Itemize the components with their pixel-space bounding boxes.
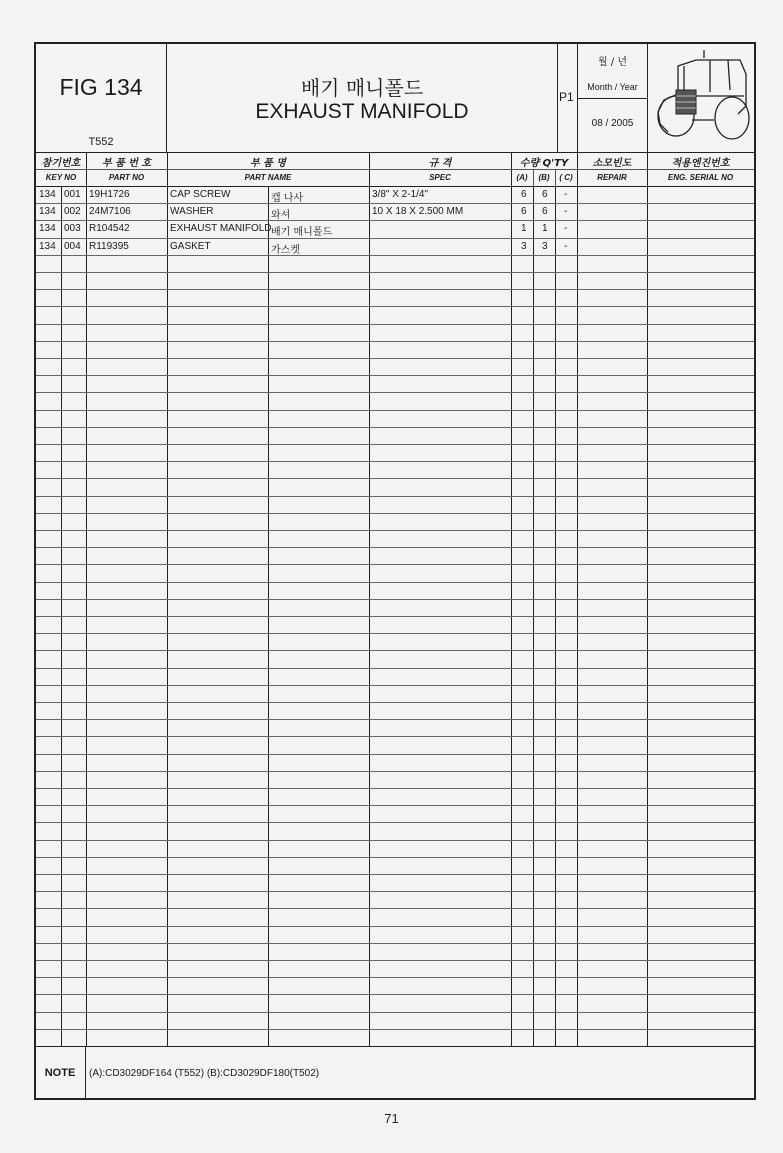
table-row [36, 238, 754, 255]
note-box [36, 1046, 754, 1099]
cell-qty-b: 3 [542, 240, 548, 252]
cell-name-en: CAP SCREW [170, 189, 231, 200]
cell-name-ko: 가스켓 [271, 244, 300, 256]
sheet-header [36, 44, 754, 153]
date-box [578, 44, 647, 152]
cell-part-no: R119395 [89, 240, 129, 252]
cell-qty-b: 6 [542, 189, 548, 200]
cell-part-no: 19H1726 [89, 189, 130, 200]
date-label-korean: 월 / 년 [597, 57, 628, 68]
col-spec: 규 격 SPEC [369, 152, 511, 186]
table-row [36, 203, 754, 220]
cell-qty-c: - [564, 206, 568, 218]
cell-qty-a: 6 [521, 189, 527, 200]
cell-key: 002 [64, 206, 81, 218]
cell-qty-b: 6 [542, 206, 548, 218]
page-code-box [558, 44, 577, 152]
title-korean: 배기 매니폴드 [300, 76, 424, 100]
title-box [167, 44, 557, 152]
col-key-no: 참기번호 KEY NO [36, 152, 86, 186]
cell-key: 003 [64, 223, 81, 235]
cell-key: 001 [64, 189, 81, 200]
cell-fig: 134 [39, 206, 56, 218]
cell-spec: 3/8" X 2-1/4" [372, 189, 429, 200]
cell-qty-c: - [564, 223, 568, 235]
col-qty: 수량 Q'TY (A) (B) ( C) [511, 152, 577, 186]
table-row [36, 186, 754, 203]
figure-box [36, 44, 166, 152]
cell-qty-c: - [564, 189, 568, 200]
cell-name-ko: 캡 나사 [271, 193, 304, 204]
cell-fig: 134 [39, 189, 56, 200]
cell-qty-c: - [564, 240, 568, 252]
figure-number: FIG 134 [59, 74, 143, 100]
title-english: EXHAUST MANIFOLD [255, 100, 469, 123]
col-part-no: 부 품 번 호 PART NO [86, 152, 167, 186]
date-label-english: Month / Year [587, 82, 638, 92]
date-value: 08 / 2005 [591, 118, 634, 129]
col-serial: 적용엔진번호 ENG. SERIAL NO [647, 152, 754, 186]
cell-name-en: EXHAUST MANIFOLD [170, 223, 272, 235]
cell-qty-a: 3 [521, 240, 527, 252]
model-code: T552 [88, 136, 114, 148]
col-part-name: 부 품 명 PART NAME [167, 152, 369, 186]
parts-sheet [34, 42, 756, 1100]
cell-fig: 134 [39, 240, 56, 252]
cell-qty-a: 1 [521, 223, 527, 235]
cell-name-ko: 배기 매니폴드 [271, 227, 333, 239]
cell-name-ko: 와셔 [271, 210, 291, 222]
cell-spec: 10 X 18 X 2.500 MM [372, 206, 464, 218]
note-text: (A):CD3029DF164 (T552) (B):CD3029DF180(T502) [89, 1068, 320, 1079]
cell-part-no: R104542 [89, 223, 130, 235]
cell-fig: 134 [39, 223, 56, 235]
column-headers [36, 152, 754, 187]
cell-qty-a: 6 [521, 206, 527, 218]
cell-name-en: GASKET [170, 240, 211, 252]
page-code: P1 [559, 90, 574, 104]
cell-key: 004 [64, 240, 81, 252]
parts-grid [36, 186, 754, 1046]
page-number: 71 [384, 1111, 399, 1126]
col-repair: 소모빈도 REPAIR [577, 152, 647, 186]
tractor-icon [648, 44, 754, 152]
note-label: NOTE [44, 1067, 76, 1079]
cell-part-no: 24M7106 [89, 206, 131, 218]
cell-name-en: WASHER [170, 206, 214, 218]
table-row [36, 220, 754, 237]
cell-qty-b: 1 [542, 223, 548, 235]
